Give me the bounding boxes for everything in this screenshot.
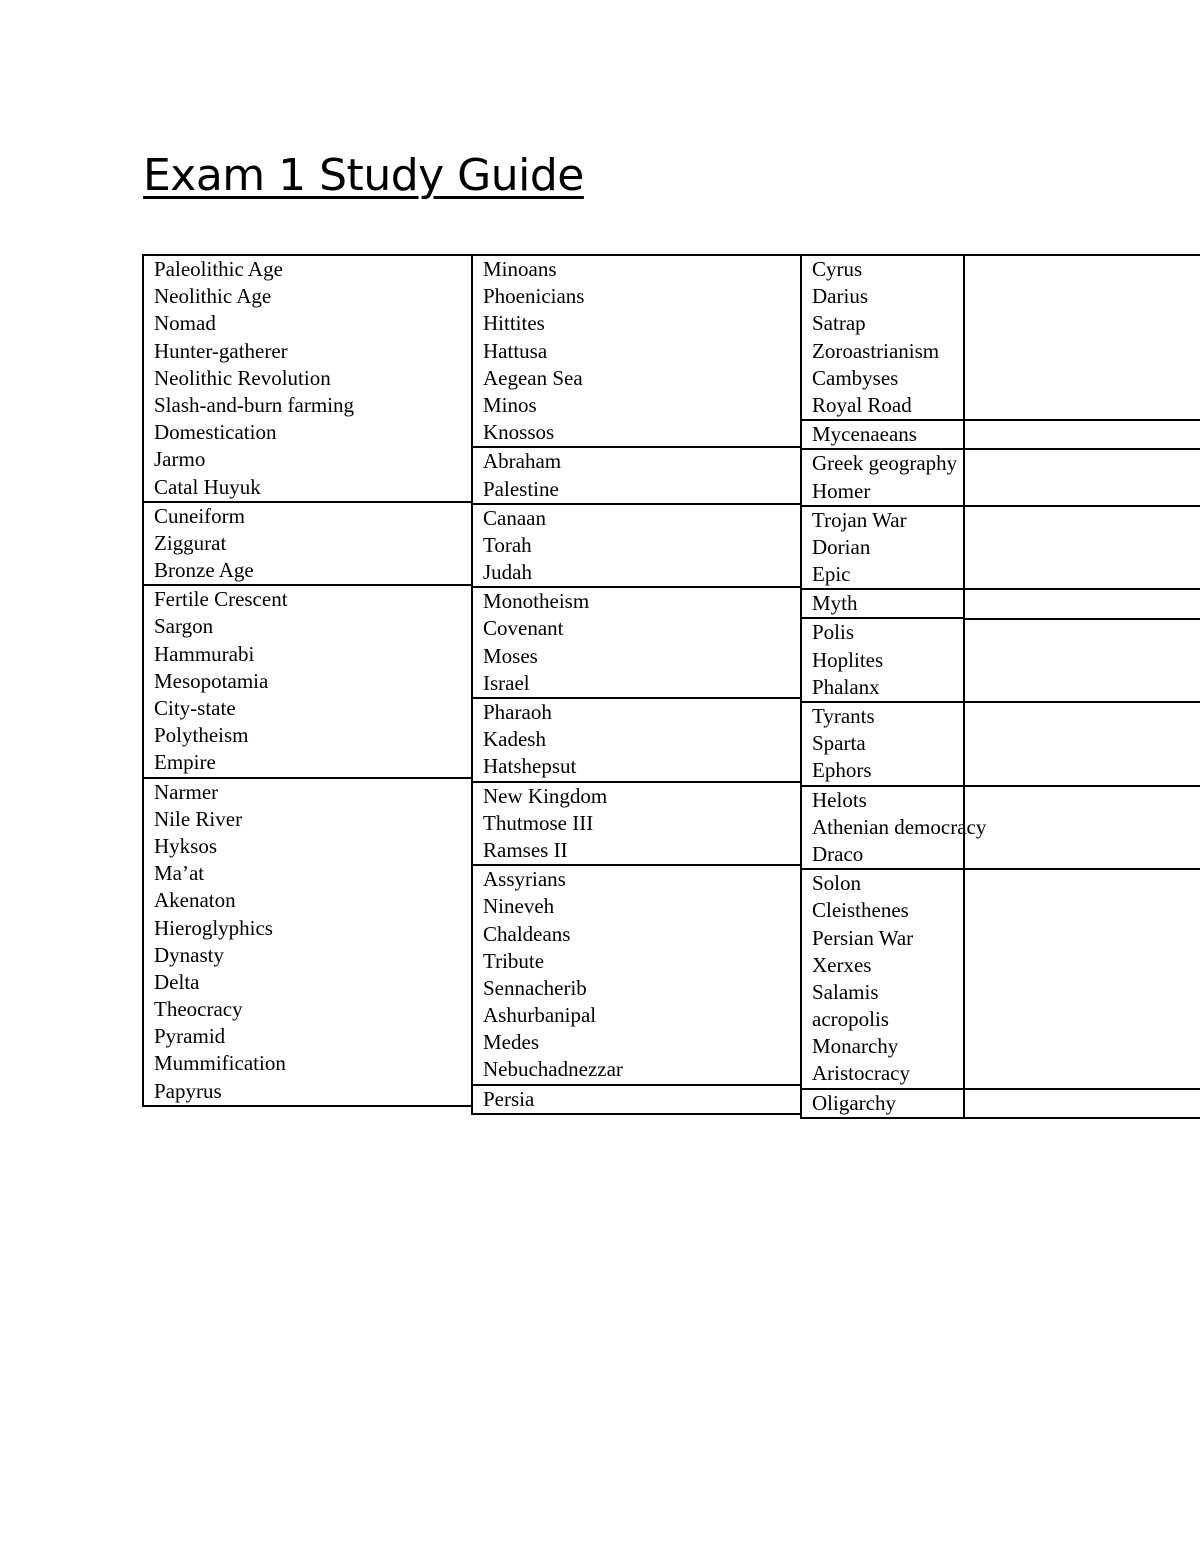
- term-item: Hyksos: [154, 833, 218, 858]
- term-item: Xerxes: [812, 952, 872, 977]
- term-item: Aegean Sea: [483, 365, 583, 390]
- term-item: Israel: [483, 670, 530, 695]
- term-item: Athenian democracy: [812, 814, 987, 839]
- term-item: Hunter-gatherer: [154, 338, 288, 363]
- term-item: Monarchy: [812, 1034, 899, 1059]
- term-group: [802, 421, 963, 450]
- term-item: Cyrus: [812, 257, 863, 281]
- blank-cell: [965, 421, 1200, 450]
- blank-cell: [965, 1090, 1200, 1119]
- term-item: Ma’at: [154, 861, 205, 886]
- term-item: Neolithic Age: [154, 284, 272, 309]
- term-item: Polis: [812, 620, 855, 645]
- term-item: Minoans: [483, 257, 557, 281]
- term-group: [802, 703, 963, 787]
- term-item: Persia: [483, 1086, 535, 1111]
- term-item: Sargon: [154, 614, 214, 639]
- term-item: Covenant: [483, 616, 564, 641]
- blank-cell: [965, 507, 1200, 591]
- term-item: Dorian: [812, 534, 871, 559]
- term-group: [473, 1086, 801, 1115]
- term-item: Persian War: [812, 925, 914, 950]
- blank-cell: [965, 590, 1200, 619]
- term-item: Ziggurat: [154, 530, 227, 555]
- term-item: Satrap: [812, 311, 866, 336]
- term-item: Ashurbanipal: [483, 1003, 597, 1028]
- term-item: Helots: [812, 787, 867, 812]
- term-item: Nineveh: [483, 894, 555, 919]
- term-item: Papyrus: [154, 1078, 222, 1103]
- term-item: Zoroastrianism: [812, 338, 940, 363]
- term-item: Torah: [483, 532, 532, 557]
- term-group: [473, 505, 801, 589]
- term-item: Monotheism: [483, 589, 590, 614]
- term-item: Medes: [483, 1030, 539, 1055]
- term-item: Slash-and-burn farming: [154, 392, 355, 417]
- term-group: [473, 783, 801, 867]
- term-item: Draco: [812, 841, 864, 866]
- term-item: Polytheism: [154, 723, 249, 748]
- term-item: Mesopotamia: [154, 668, 269, 693]
- term-group: [144, 503, 472, 587]
- term-item: Mycenaeans: [812, 422, 917, 447]
- page-title: Exam 1 Study Guide: [143, 150, 584, 201]
- term-item: Greek geography: [812, 451, 958, 476]
- term-item: Hittites: [483, 311, 545, 336]
- term-item: Delta: [154, 969, 200, 994]
- term-item: Ephors: [812, 758, 872, 783]
- term-item: Cambyses: [812, 365, 899, 390]
- term-item: Nomad: [154, 311, 216, 336]
- term-group: [473, 699, 801, 783]
- term-item: Darius: [812, 284, 868, 309]
- term-item: Homer: [812, 478, 871, 503]
- term-item: Nebuchadnezzar: [483, 1057, 623, 1082]
- term-item: Royal Road: [812, 392, 912, 417]
- term-item: Theocracy: [154, 997, 243, 1022]
- term-item: Tribute: [483, 948, 545, 973]
- blank-cell: [965, 787, 1200, 871]
- term-item: Paleolithic Age: [154, 257, 283, 281]
- term-item: Chaldeans: [483, 921, 571, 946]
- terms-column-2: [471, 254, 801, 1115]
- term-group: [802, 1090, 963, 1119]
- term-item: Tyrants: [812, 704, 875, 728]
- term-group: [144, 256, 472, 503]
- term-item: Salamis: [812, 979, 879, 1004]
- term-item: Bronze Age: [154, 558, 254, 583]
- term-item: Aristocracy: [812, 1061, 910, 1086]
- blank-cell: [965, 450, 1200, 506]
- terms-column-3: [800, 254, 987, 1119]
- term-item: Moses: [483, 643, 538, 668]
- term-item: Dynasty: [154, 942, 224, 967]
- term-item: acropolis: [812, 1007, 889, 1032]
- term-item: Minos: [483, 392, 537, 417]
- term-item: Knossos: [483, 420, 555, 445]
- term-group: [473, 448, 801, 504]
- term-group: [802, 256, 963, 421]
- term-item: Ramses II: [483, 837, 568, 862]
- term-group: [802, 787, 987, 871]
- term-group: [144, 779, 472, 1107]
- term-item: Nile River: [154, 806, 243, 831]
- term-group: [473, 256, 801, 448]
- term-item: Phoenicians: [483, 284, 585, 309]
- term-item: Catal Huyuk: [154, 474, 261, 499]
- term-item: Hoplites: [812, 647, 884, 672]
- term-item: Pyramid: [154, 1024, 226, 1049]
- term-item: Epic: [812, 562, 851, 587]
- term-item: Judah: [483, 560, 532, 585]
- term-item: Hieroglyphics: [154, 915, 273, 940]
- term-item: Trojan War: [812, 507, 907, 532]
- term-item: Oligarchy: [812, 1090, 896, 1115]
- term-group: [802, 590, 963, 619]
- term-item: Neolithic Revolution: [154, 365, 331, 390]
- term-item: Narmer: [154, 779, 219, 804]
- term-item: Fertile Crescent: [154, 587, 288, 612]
- term-item: Abraham: [483, 449, 562, 474]
- blank-cell: [965, 703, 1200, 787]
- term-group: [802, 619, 963, 703]
- term-item: Phalanx: [812, 674, 880, 699]
- term-item: Assyrians: [483, 867, 566, 892]
- term-group: [473, 588, 801, 699]
- term-item: Hattusa: [483, 338, 548, 363]
- term-item: Myth: [812, 591, 858, 616]
- term-item: Canaan: [483, 505, 546, 530]
- blank-cell: [965, 620, 1200, 704]
- term-item: Hammurabi: [154, 641, 255, 666]
- term-group: [802, 507, 963, 591]
- term-item: Sparta: [812, 731, 866, 756]
- term-item: Sennacherib: [483, 975, 587, 1000]
- term-group: [802, 870, 963, 1090]
- blank-column: [965, 254, 1200, 1119]
- term-group: [802, 450, 963, 506]
- term-item: Thutmose III: [483, 810, 594, 835]
- term-item: Solon: [812, 871, 862, 896]
- term-item: Kadesh: [483, 727, 546, 752]
- term-item: New Kingdom: [483, 783, 608, 808]
- term-item: Domestication: [154, 420, 277, 445]
- term-item: Cuneiform: [154, 503, 245, 528]
- term-item: City-state: [154, 696, 236, 720]
- term-item: Palestine: [483, 476, 559, 501]
- blank-cell: [965, 256, 1200, 421]
- term-item: Pharaoh: [483, 700, 552, 724]
- term-item: Empire: [154, 750, 216, 775]
- blank-cell: [965, 870, 1200, 1090]
- term-item: Hatshepsut: [483, 754, 577, 779]
- term-item: Jarmo: [154, 447, 206, 472]
- term-item: Cleisthenes: [812, 898, 909, 923]
- terms-column-1: [142, 254, 472, 1107]
- term-group: [473, 866, 801, 1086]
- term-item: Mummification: [154, 1051, 286, 1076]
- term-item: Akenaton: [154, 888, 236, 913]
- term-group: [144, 586, 472, 778]
